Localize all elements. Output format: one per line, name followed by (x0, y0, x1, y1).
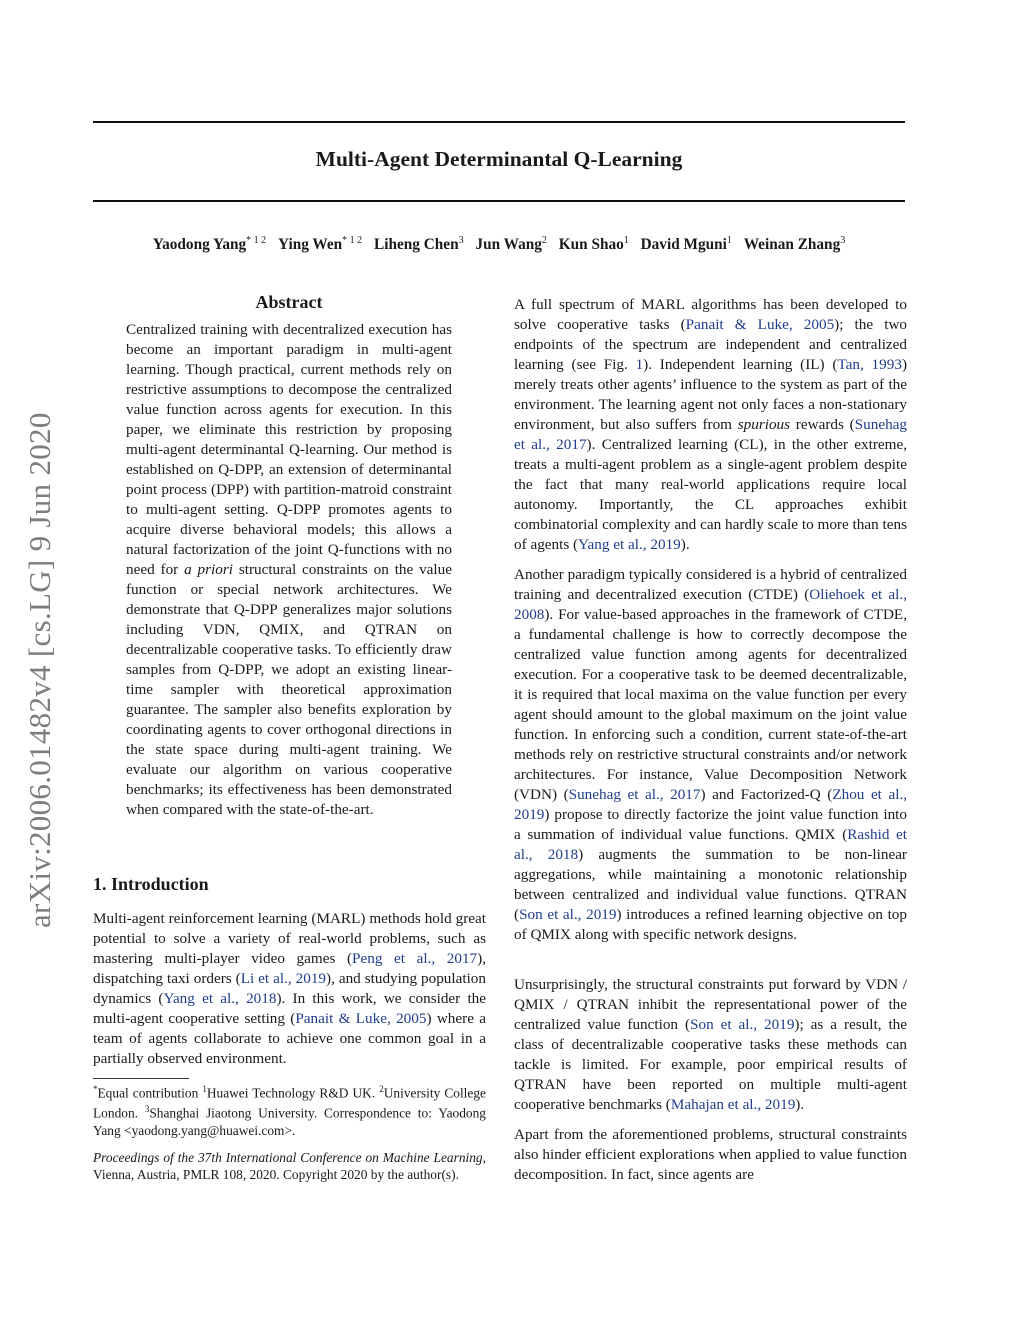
author: David Mguni$^1$ (640, 235, 732, 254)
footnote-rule (93, 1078, 189, 1079)
body-paragraph: Apart from the aforementioned problems, structural constraints also hinder efficient explorations when applied to value function decomposition. In fact, since agents are (514, 1126, 907, 1183)
body-paragraph: A full spectrum of MARL algorithms has been developed to solve cooperative tasks (Panait & Luke, 2005); the two endpoints of the spectrum are independent and centralized learning (see Fig. 1). Independent learning (IL) (Tan, 1993) merely treats other agents’ influence to the system as part of the environment. The learning agent not only faces a non-stationary environment, but also suffers from spurious rewards (Sunehag et al., 2017). Centralized learning (CL), in the other extreme, treats a multi-agent problem as a single-agent problem despite the fact that many real-world applications require local autonomy. Importantly, the CL approaches exhibit combinatorial complexity and can hardly scale to more than tens of agents (Yang et al., 2019). (514, 296, 908, 553)
author: Jun Wang$^2$ (475, 235, 547, 254)
citation-link[interactable]: Sunehag et al., 2017 (514, 416, 907, 453)
citation-link[interactable]: Tan, 1993 (837, 356, 902, 373)
paper-title: Multi-Agent Determinantal Q-Learning (315, 147, 683, 171)
citation-link[interactable]: Mahajan et al., 2019 (670, 1096, 796, 1113)
citation-link[interactable]: Panait & Luke, 2005 (295, 1010, 427, 1027)
citation-link[interactable]: Yang et al., 2019 (578, 536, 681, 553)
arxiv-side-stamp: arXiv:2006.01482v4 [cs.LG] 9 Jun 2020 (22, 412, 57, 928)
abstract-heading: Abstract (255, 292, 323, 312)
citation-link[interactable]: Son et al., 2019 (690, 1016, 795, 1033)
citation-link[interactable]: Rashid et al., 2018 (514, 826, 907, 863)
author-list (93, 235, 905, 254)
intro-paragraph: Multi-agent reinforcement learning (MARL) methods hold great potential to solve a variety of real-world problems, such as mastering multi-player video games (Peng et al., 2017), dispatching taxi orders (Li et al., 2019), and studying population dynamics (Yang et al., 2018). In this work, we consider the multi-agent cooperative setting (Panait & Luke, 2005) where a team of agents collaborate to achieve one common goal in a partially observed environment. (93, 910, 487, 1067)
author: Kun Shao$^1$ (558, 235, 629, 254)
figure-ref-link[interactable]: 1 (635, 356, 644, 373)
citation-link[interactable]: Sunehag et al., 2017 (568, 786, 701, 803)
citation-link[interactable]: Panait & Luke, 2005 (685, 316, 835, 333)
citation-link[interactable]: Li et al., 2019 (240, 970, 327, 987)
body-paragraph: Unsurprisingly, the structural constraints put forward by VDN / QMIX / QTRAN inhibit the representational power of the centralized value function (Son et al., 2019); as a result, the class of decentralizable cooperative tasks these methods can tackle is limited. For example, poor empirical results of QTRAN have been reported on multiple multi-agent cooperative benchmarks (Mahajan et al., 2019). (514, 976, 907, 1113)
author: Ying Wen$^{* 1 2}$ (277, 235, 363, 254)
author: Liheng Chen$^3$ (374, 235, 464, 254)
title-top-rule (93, 121, 905, 123)
proceedings-note: Proceedings of the 37th International Conference on Machine Learning, Vienna, Austria, PMLR 108, 2020. Copyright 2020 by the author(s). (93, 1150, 486, 1182)
abstract-body: Centralized training with decentralized execution has become an important paradigm in multi-agent learning. Though practical, current methods rely on restrictive assumptions to decompose the centralized value function across agents for execution. In this paper, we eliminate this restriction by proposing multi-agent determinantal Q-learning. Our method is established on Q-DPP, an extension of determinantal point process (DPP) with partition-matroid constraint to multi-agent setting. Q-DPP promotes agents to acquire diverse behavioral models; this allows a natural factorization of the joint Q-functions with no need for a priori structural constraints on the value function or special network architectures. We demonstrate that Q-DPP generalizes major solutions including VDN, QMIX, and QTRAN on decentralizable cooperative tasks. To efficiently draw samples from Q-DPP, we adopt an existing linear-time sampler with theoretical approximation guarantee. The sampler also benefits exploration by coordinating agents to cover orthogonal directions in the state space during multi-agent training. We evaluate our algorithm on various cooperative benchmarks; its effectiveness has been demonstrated when compared with the state-of-the-art. (126, 321, 452, 818)
citation-link[interactable]: Son et al., 2019 (519, 906, 617, 923)
citation-link[interactable]: Oliehoek et al., 2008 (514, 586, 907, 623)
citation-link[interactable]: Peng et al., 2017 (352, 950, 478, 967)
section-heading-introduction: 1. Introduction (93, 874, 209, 894)
author: Yaodong Yang$^{* 1 2}$ (152, 235, 267, 254)
footnote: *Equal contribution $^1$Huawei Technology R&D UK. $^2$University College London. $^3$Shanghai Jiaotong University. Correspondence to: Yaodong Yang <yaodong.yang@huawei.com>. (93, 1084, 486, 1138)
author: Weinan Zhang$^3$ (743, 235, 846, 254)
title-bottom-rule (93, 200, 905, 202)
body-paragraph: Another paradigm typically considered is a hybrid of centralized training and decentralized execution (CTDE) (Oliehoek et al., 2008). For value-based approaches in the framework of CTDE, a fundamental challenge is how to correctly decompose the centralized value function among agents for decentralized execution. For a cooperative task to be deemed decentralizable, it is required that local maxima on the value function per every agent should amount to the global maximum on the joint value function. In enforcing such a condition, current state-of-the-art methods rely on restrictive structural constraints and/or network architectures. For instance, Value Decomposition Network (VDN) (Sunehag et al., 2017) and Factorized-Q (Zhou et al., 2019) propose to directly factorize the joint value function into a summation of individual value functions. QMIX (Rashid et al., 2018) augments the summation to be non-linear aggregations, while maintaining a monotonic relationship between centralized and individual value functions. QTRAN (Son et al., 2019) introduces a refined learning objective on top of QMIX along with specific network designs. (514, 566, 908, 943)
citation-link[interactable]: Zhou et al., 2019 (514, 786, 908, 823)
citation-link[interactable]: Yang et al., 2018 (163, 990, 277, 1007)
